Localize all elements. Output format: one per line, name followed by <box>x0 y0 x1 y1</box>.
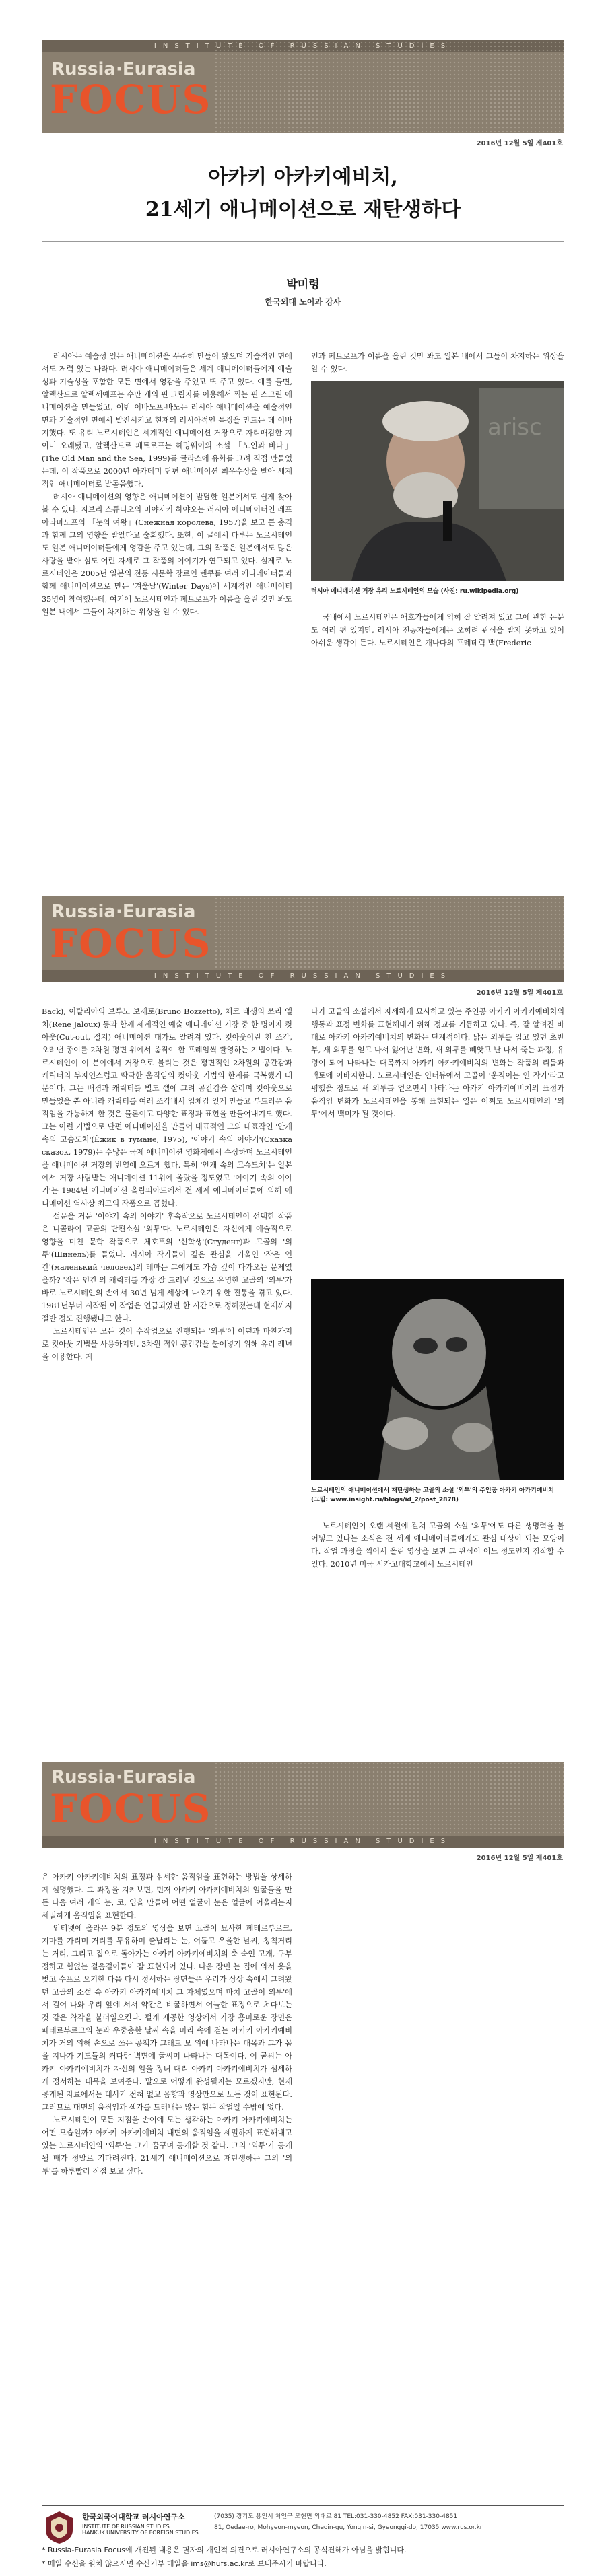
banner-institute: INSTITUTE OF RUSSIAN STUDIES <box>42 1836 564 1848</box>
title-bottom-rule <box>42 241 564 242</box>
world-map-pattern <box>214 1762 564 1848</box>
paragraph: 인터넷에 올라온 9분 정도의 영상을 보면 고골이 묘사한 페테르부르크, 지마를 가리며 거리를 투유하며 출납리는 눈, 어둡고 우울한 날씨, 칭칙거리는 거리, 그리고 집으로 돌아가는 아카키 아카키예비치의 축 숙인 고개, 구부정하고 힘없는 걸음걸이들이 잘 표현되어 있다. 다음 장면 는 집에 와서 옷을 벗고 수프로 요기한 다음 다시 정서하는 장면들은 우리가 상상 속에서 그려왔던 고골의 소설 속 아카키 아카키예비치 그 자체였으며 마치 고골이 외투'에서 걸어 나와 우리 앞에 서서 약간은 비굴하면서 어눌한 표정으로 쳐다보는 것 같은 착각을 불러일으킨다. 펄게 제공한 영상에서 가장 흥미로운 장면은 페테르부르크의 눈과 우중충한 날씨 속을 미리 속에 걷는 아카키 아카키예비치가 거의 위해 손으로 쓰는 공책가 그래드 모 위에 나타나는 대목과 그가 몸을 지나가 기도들의 커다란 벽면에 굴씨며 나타나는 대목이다. 이 굳씨는 아카키 아카키예비치가 자신의 일을 정녀 대리 아카키 아카키예비치가 섬세하게 정서하는 대목을 보여준다. 말오로 어떻게 완성될지는 모르겠지만, 현재 공개된 자료에서는 대사가 전혀 없고 음향과 영상만으로 모든 것이 표현된다. 그러므로 대면의 움직임과 색가를 드러내는 많은 힘든 작업일 수밖에 없다. <box>42 1924 292 2112</box>
world-map-pattern <box>214 896 564 982</box>
paragraph: 은 아카키 아카키예비치의 표정과 섬세한 움직임을 표현하는 방법을 상세하게 설명했다. 그 과정을 지켜보면, 먼저 아카키 아카키예비치의 얼굴들을 만든 다음 여러 개의 눈, 코, 입을 만들어 어떤 얼굴이 눈은 얼굴에 어울리는지 세밀하게 움직임을 표현한다. <box>42 1873 292 1920</box>
focus-banner <box>42 40 564 133</box>
org-korean: 한국외국어대학교 러시아연구소 <box>82 2513 185 2521</box>
author-affiliation: 한국외대 노어과 강사 <box>265 297 341 307</box>
article-title <box>42 162 564 226</box>
svg-text:arisc: arisc <box>487 414 542 441</box>
paragraph: 인과 페트로프가 이름을 올린 것만 봐도 일본 내에서 그들이 차지하는 위상을 알 수 있다. <box>311 352 564 373</box>
paragraph: 설운을 거둔 '이야기 속의 이야기' 후속작으로 노르시테인이 선택한 작품은 니콜라이 고골의 단편소설 '외투'다. 노르시테인은 자신에게 예술적으로 영향을 미친 문학 작품으로 체호프의 '신학생'(Студент)과 고골의 '외투'(Шинель)를 들었다. 러시아 작가들이 깊은 관심을 기울인 '작은 인간'(маленький человек)의 테마는 그에게도 가슴 깊이 다가오는 문제였을까? '작은 인간'의 캐릭터를 가장 잘 드러낸 것으로 유명한 고골의 '외투'가 바로 노르시테인의 손에서 30년 넘게 세상에 나오기 위한 진통을 겪고 있다. 1981년부터 시작된 이 작업은 언급되었던 한 시간으로 정해졌는데 현재까지 절반 정도 진행됐다고 한다. <box>42 1212 292 1323</box>
photo-akaky <box>311 1279 564 1480</box>
page3-column-left <box>42 1871 292 2178</box>
org-english-2: HANKUK UNIVERSITY OF FOREIGN STUDIES <box>82 2530 199 2536</box>
footer-note-2: * 메일 수신을 원치 않으시면 수신거부 메일을 ims@hufs.ac.kr로 보내주시기 바랍니다. <box>42 2559 327 2568</box>
paragraph: 노르시테인이 모든 지점을 손이에 모는 생각하는 아카키 아카키예비치는 어떤 모습일까? 아카키 아카키예비치 내면의 움직임을 세밀하게 표현해내고 있는 노르시테인의 '외투'는 그가 꿈꾸며 공개할 것 같다. 그의 '외투'가 공개될 때가 정말로 기다려진다. 21세기 애니메이션으로 재탄생하는 그의 '외투'를 하루빨리 직접 보고 싶다. <box>42 2116 292 2176</box>
akaky-image <box>311 1279 564 1480</box>
focus-banner <box>42 896 564 982</box>
institute-logo-icon <box>43 2510 75 2545</box>
banner-subtitle: Russia·Eurasia <box>51 902 196 922</box>
page1-column-left <box>42 350 292 618</box>
focus-banner <box>42 1762 564 1848</box>
page2-column-right-bottom <box>311 1519 564 1571</box>
footer-notes <box>42 2544 564 2571</box>
org-english-1: INSTITUTE OF RUSSIAN STUDIES <box>82 2524 170 2530</box>
footer-address <box>214 2511 564 2533</box>
paragraph: 노르시테인은 모든 것이 수작업으로 진행되는 '외투'에 어떤과 마찬가지로 컷아웃 기법을 사용하지만, 3차원 적인 공간감을 불어넣기 위해 유리 레넌을 이용한다. 게 <box>42 1327 292 1361</box>
paragraph: 러시아는 예술성 있는 애니메이션을 꾸준히 만들어 왔으며 기술적인 면에서도 저력 있는 나라다. 러시아 애니메이터들은 세계 애니메이터들에게 예술성과 기술성을 포함한 모든 면에서 영감을 주었고 또 주고 있다. 예를 들면, 알렉산드르 알렉세예프는 수만 개의 핀 그림자를 이용해서 찍는 핀 스크린 애니메이션을 만들었고, 이반 이바노프-바노는 러시아 애니메이션을 예술적인 면과 기술적인 면에서 발전시키고 현재의 러시아적인 특징을 만드는 데 이바지했다. 또 유리 노르시테인은 세계적인 애니메이션 거장으로 자리매김한 지 이미 오래됐고, 알렉산드르 페트로프는 헤밍웨이의 소설 「노인과 바다」(The Old Man and the Sea, 1999)를 글라스에 유화를 그려 직접 만들었는데, 이 작품으로 2000년 아카데미 단편 애니메이션 최우수상을 받아 세계적인 애니메이터로 발돋움했다. <box>42 352 292 489</box>
paragraph: 노르시테인이 오랜 세월에 걸쳐 고골의 소설 '외투'에도 다른 생명력을 불어넣고 있다는 소식은 전 세계 애니메이터들에게도 관심 대상이 되는 모양이다. 작업 과정을 찍어서 올린 영상을 보면 그 관심이 어느 정도인지 짐작할 수 있다. 2010년 미국 시카고대학교에서 노르시테인 <box>311 1522 564 1569</box>
title-line-2: 21세기 애니메이션으로 재탄생하다 <box>145 198 461 221</box>
banner-subtitle: Russia·Eurasia <box>51 1767 196 1787</box>
photo-caption: 노르시테인의 애니메이션에서 재탄생하는 고골의 소설 '외투'의 주인공 아카키 아카키예비치 (그림: www.insight.ru/blogs/id_2/post_2878) <box>311 1487 554 1503</box>
author-name: 박미령 <box>286 278 320 291</box>
address-korean: (7035) 경기도 용인시 처인구 모현면 외대로 81 TEL:031-330-4852 FAX:031-330-4851 <box>214 2513 458 2520</box>
address-english: 81, Oedae-ro, Mohyeon-myeon, Cheoin-gu, Yongin-si, Gyeonggi-do, 17035 www.rus.or.kr <box>214 2524 483 2531</box>
page1-column-right-top <box>311 350 564 375</box>
world-map-pattern <box>214 40 564 133</box>
footer-rule <box>42 2505 564 2506</box>
banner-institute: INSTITUTE OF RUSSIAN STUDIES <box>42 40 564 52</box>
paragraph: 다가 고골의 소설에서 자세하게 묘사하고 있는 주인공 아카키 아카키예비치의 행동과 표정 변화를 표현해내기 위해 정교를 거듭하고 있다. 즉, 잘 알려진 바대로 아카키 아카키예비치의 변화는 단계적이다. 낡은 외투를 입고 있던 초반부, 새 외투를 얻고 나서 잃어난 변화, 새 외투를 빼앗고 난 나서 죽는 과정, 유령이 되어 나타나는 대목까지 아카키 아카키예비치의 변화는 작품의 리듬과 맥토에 이바지한다. 노르시테인은 인터뷰에서 고골이 '움직이는 인 작가'라고 평했을 정도로 새 외투를 얻으면서 나타나는 아카키 아카키예비치의 표정과 움직임 변화가 노르시테인을 통해 표현되는 일은 어쩌도 노르시테인의 '외투'에서 백미가 될 것이다. <box>311 1007 564 1118</box>
photo-norshtein <box>311 381 564 581</box>
portrait-image <box>311 381 564 581</box>
page2-column-right-top <box>311 1005 564 1120</box>
banner-title: FOCUS <box>50 77 212 122</box>
page1-column-right-bottom <box>311 611 564 649</box>
photo-caption: 러시아 애니메이션 거장 유리 노르시테인의 모습 (사진: ru.wikipedia.org) <box>311 588 519 595</box>
paragraph: 국내에서 노르시테인은 애호가들에게 익히 잘 알려져 있고 그에 관한 논문도 여러 편 있지만, 러시아 전공자들에게는 오히려 관심을 받지 못하고 있어 아쉬운 생각이 든다. 노르시테인은 개나다의 프레데릭 백(Frederic <box>311 613 564 647</box>
issue-date: 2016년 12월 5일 제401호 <box>476 1855 563 1862</box>
paragraph: 러시아 애니메이션의 영향은 애니메이션이 발달한 일본에서도 쉽게 찾아볼 수 있다. 지브리 스튜디오의 미야자키 하야오는 러시아 애니메이터인 레프 아타마노프의 「눈의 여왕」(Снежная королева, 1957)을 보고 큰 충격과 함께 그의 영향을 받았다고 술회했다. 또한, 이 글에서 다루는 노르시테인도 일본 애니메이터들에게 영감을 주고 있는데, 그의 작품은 일본에서도 많은 사랑을 받아 심도 어린 자세로 그 작품의 이야기가 연구되고 있다. 실제로 노르시테인은 2005년 일본의 전통 시문학 장르인 렌쿠를 여러 애니메이터들과 함께 애니메이션으로 만든 '겨울날'(Winter Days)에 세계적인 애니메이터 35명이 참여했는데, 여기에 노르시테인과 페트로프가 이름을 올린 것만 봐도 일본 내에서 그들이 차지하는 위상을 알 수 있다. <box>42 493 292 616</box>
banner-title: FOCUS <box>50 1786 212 1832</box>
page2-column-left <box>42 1005 292 1363</box>
issue-date: 2016년 12월 5일 제401호 <box>476 989 563 997</box>
title-line-1: 아카키 아카키예비치, <box>208 166 398 189</box>
paragraph: Back), 이탈리아의 브루노 보제토(Bruno Bozzetto), 체코 태생의 쓰리 엘치(Rene Jaloux) 등과 함께 세계적인 예술 애니메이션 거장 중 한 명이자 컷아웃(Cut-out, 절지) 애니메이션 대가로 알려져 있다. 컷아웃이란 천 조각, 오려낸 종이를 2차원 평면 위에서 움직여 한 프레임씩 촬영하는 기법이다. 노르시테인이 이 분야에서 거장으로 불리는 것은 평면적인 2차원의 공간감과 캐릭터의 부자연스럽고 딱딱한 움직임의 컷아웃 기법의 한계를 극복했기 때문이다. 그는 배경과 캐릭터를 별도 셀에 그려 공간감을 살리며 컷아웃으로 만들었을 뿐 아니라 캐릭터를 여러 조각내서 입체감 있게 만들고 부드러운 움직임을 가능하게 한 것은 물론이고 다양한 표정과 표현을 만들어내기도 했다. 그는 이런 기법으로 단편 애니메이션을 만들어 대표적인 그의 대표작인 '안개 속의 고슴도치'(Ёжик в тумане, 1975), '이야기 속의 이야기'(Сказка сказок, 1979)는 수많은 국제 애니메이션 영화제에서 수상하며 노르시테인을 애니메이션 거장의 반열에 오르게 했다. 특히 '안개 속의 고슴도치'는 일본에서 거장 사람받는 애니메이션 11위에 올랐을 정도였고 '이야기 속의 이야기'는 1984년 애니메이션 올림피아드에서 전 세계 애니메이터들에 의해 애니메이션 역사상 최고의 작품으로 꼽혔다. <box>42 1007 292 1208</box>
banner-institute: INSTITUTE OF RUSSIAN STUDIES <box>42 970 564 982</box>
banner-subtitle: Russia·Eurasia <box>51 59 196 79</box>
footer-org-name <box>82 2511 199 2536</box>
issue-date: 2016년 12월 5일 제401호 <box>476 140 563 147</box>
banner-title: FOCUS <box>50 921 212 966</box>
footer-note-1: * Russia-Eurasia Focus에 개진된 내용은 필자의 개인적 의견으로 러시아연구소의 공식견해가 아님을 밝힙니다. <box>42 2546 407 2554</box>
